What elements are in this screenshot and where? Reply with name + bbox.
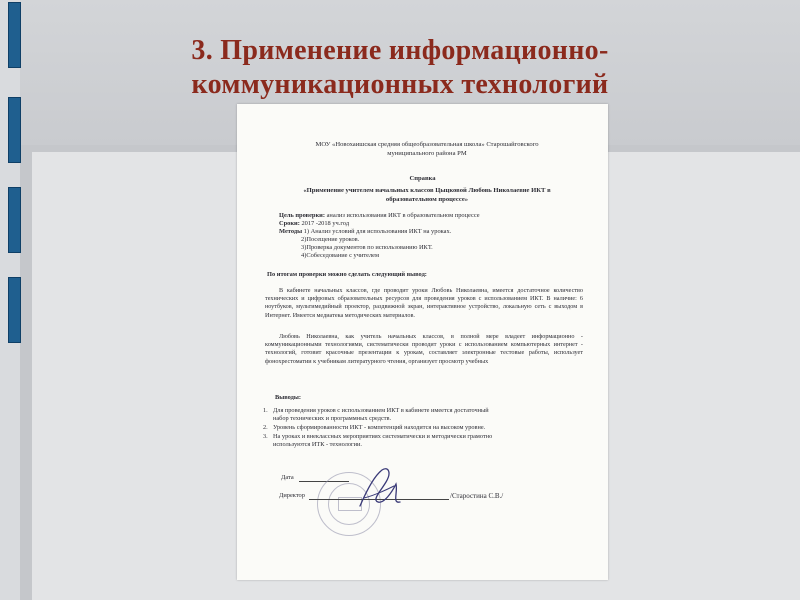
doc-methods-label: Методы <box>279 228 303 235</box>
doc-paragraph-2: Любовь Николаевна, как учитель начальных классов, в полной мере владеет информационно - коммуникационными технологиями, систематически проводит уроки с использованием компьютерных интернет - технологий, готовит красочные презентации к урокам, составляет электронные тестовые работы, использует фонохрестоматии к учебникам литературного чтения, организует просмотр учебных <box>265 333 583 365</box>
doc-term-label: Сроки: <box>279 220 300 227</box>
doc-finding-3-b: используются ИТК - технологии. <box>273 441 362 448</box>
doc-finding-1-b: набор технических и программных средств. <box>273 415 392 422</box>
doc-method-4: 4)Собеседование с учителем <box>301 252 380 259</box>
doc-methods <box>279 228 451 236</box>
doc-finding-number: 2. <box>263 424 268 431</box>
doc-finding-1 <box>263 407 563 423</box>
doc-finding-3-a: На уроках и внеклассных мероприятиях систематически и методически грамотно <box>273 433 493 440</box>
doc-goal-text: анализ использования ИКТ в образовательном процессе <box>324 212 480 219</box>
doc-finding-2 <box>263 424 563 432</box>
doc-subject-line1: «Применение учителем начальных классов Цыцковой Любовь Николаевне ИКТ в <box>303 187 551 194</box>
doc-method-2: 2)Посещение уроков. <box>301 236 360 243</box>
doc-conclusion-intro: По итогам проверки можно сделать следующий вывод: <box>267 271 427 278</box>
slide-title-line1: 3. Применение информационно- <box>191 35 609 66</box>
doc-header-line1: МОУ «Новохаишская средняя общеобразовательная школа» Старошайговского <box>315 141 539 148</box>
doc-term-text: 2017 -2018 уч.год <box>299 220 350 227</box>
doc-finding-2-text: Уровень сформированности ИКТ - компетенций находится на высоком уровне. <box>273 424 486 431</box>
doc-signatory: /Старостина С.В./ <box>450 492 504 500</box>
decor-bar <box>8 97 21 163</box>
signature-mark <box>352 462 407 517</box>
decor-bar <box>8 2 21 68</box>
doc-term <box>279 220 349 228</box>
doc-finding-1-a: Для проведения уроков с использованием ИКТ в кабинете имеется достаточный <box>273 407 489 414</box>
doc-finding-number: 3. <box>263 433 268 440</box>
doc-methods-text: 1) Анализ условий для использования ИКТ на уроках. <box>302 228 452 235</box>
doc-goal <box>279 212 480 220</box>
doc-subject-line2: образовательном процессе» <box>385 196 469 203</box>
doc-director-label: Директор <box>279 492 305 499</box>
decor-bar <box>8 277 21 343</box>
doc-finding-3 <box>263 433 563 449</box>
slide-title-line2: коммуникационных технологий <box>191 69 609 100</box>
doc-title: Справка <box>409 175 436 182</box>
doc-findings-label: Выводы: <box>275 394 302 401</box>
doc-date-label: Дата <box>281 474 294 481</box>
doc-method-3: 3)Проверка документов по использованию ИКТ. <box>301 244 433 251</box>
doc-header-line2: муниципального района РМ <box>387 150 467 157</box>
scanned-document <box>237 104 608 580</box>
slide-title <box>40 34 760 102</box>
doc-paragraph-1: В кабинете начальных классов, где проводит уроки Любовь Николаевна, имеется достаточное количество технических и цифровых образовательных ресурсов для проведения уроков с использованием ИКТ. В наличие: 6 ноутбуков, мультимедийный проектор, раздвижной экран, интерактивное устройство, локальную сеть с выходом в Интернет. Имеется медиатека методических материалов. <box>265 287 583 319</box>
decor-bar <box>8 187 21 253</box>
doc-finding-number: 1. <box>263 407 268 414</box>
slide-left-strip <box>0 0 20 600</box>
doc-goal-label: Цель проверки: <box>279 212 325 219</box>
